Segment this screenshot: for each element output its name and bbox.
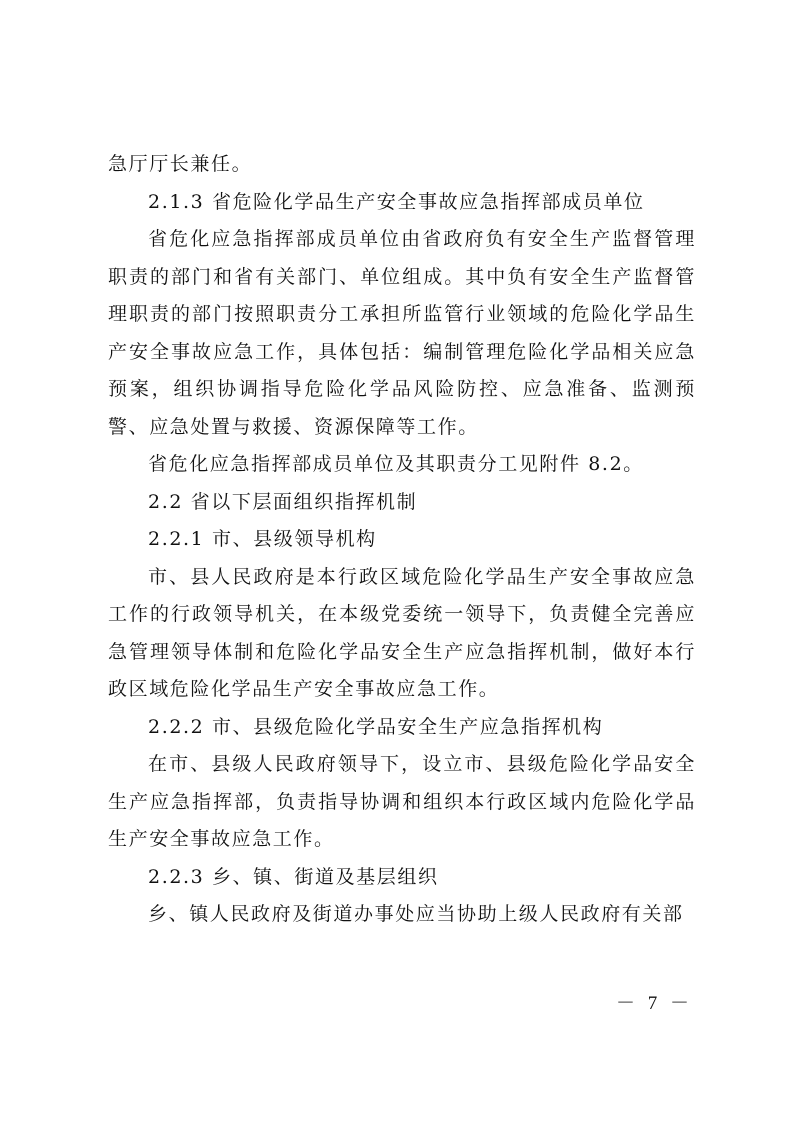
section-heading-2-2-1: 2.2.1 市、县级领导机构: [148, 528, 377, 550]
paragraph-township-street: 乡、镇人民政府及街道办事处应当协助上级人民政府有关部: [148, 903, 684, 925]
section-heading-2-2: 2.2 省以下层面组织指挥机制: [148, 490, 418, 513]
paragraph-member-units: 省危化应急指挥部成员单位由省政府负有安全生产监督管理职责的部门和省有关部门、单位组成。其中负有安全生产监督管理职责的部门按照职责分工承担所监管行业领域的危险化学品生产安全事故应急工作，具体包括：编制管理危险化学品相关应急预案，组织协调指导危险化学品风险防控、应急准备、监测预警、应急处置与救援、资源保障等工作。: [108, 228, 696, 438]
paragraph-city-county-command: 在市、县级人民政府领导下，设立市、县级危险化学品安全生产应急指挥部，负责指导协调和组织本行政区域内危险化学品生产安全事故应急工作。: [108, 753, 696, 850]
paragraph-continuation: 急厅厅长兼任。: [108, 153, 253, 175]
page-number: － 7 －: [615, 993, 693, 1014]
document-body: [108, 146, 696, 934]
section-heading-2-1-3: 2.1.3 省危险化学品生产安全事故应急指挥部成员单位: [148, 190, 645, 213]
section-heading-2-2-3: 2.2.3 乡、镇、街道及基层组织: [148, 865, 439, 888]
paragraph-appendix-reference: 省危化应急指挥部成员单位及其职责分工见附件 8.2。: [148, 453, 644, 475]
section-heading-2-2-2: 2.2.2 市、县级危险化学品安全生产应急指挥机构: [148, 715, 604, 738]
paragraph-city-county-leadership: 市、县人民政府是本行政区域危险化学品生产安全事故应急工作的行政领导机关，在本级党委统一领导下，负责健全完善应急管理领导体制和危险化学品安全生产应急指挥机制，做好本行政区域危险化学品生产安全事故应急工作。: [108, 565, 696, 700]
